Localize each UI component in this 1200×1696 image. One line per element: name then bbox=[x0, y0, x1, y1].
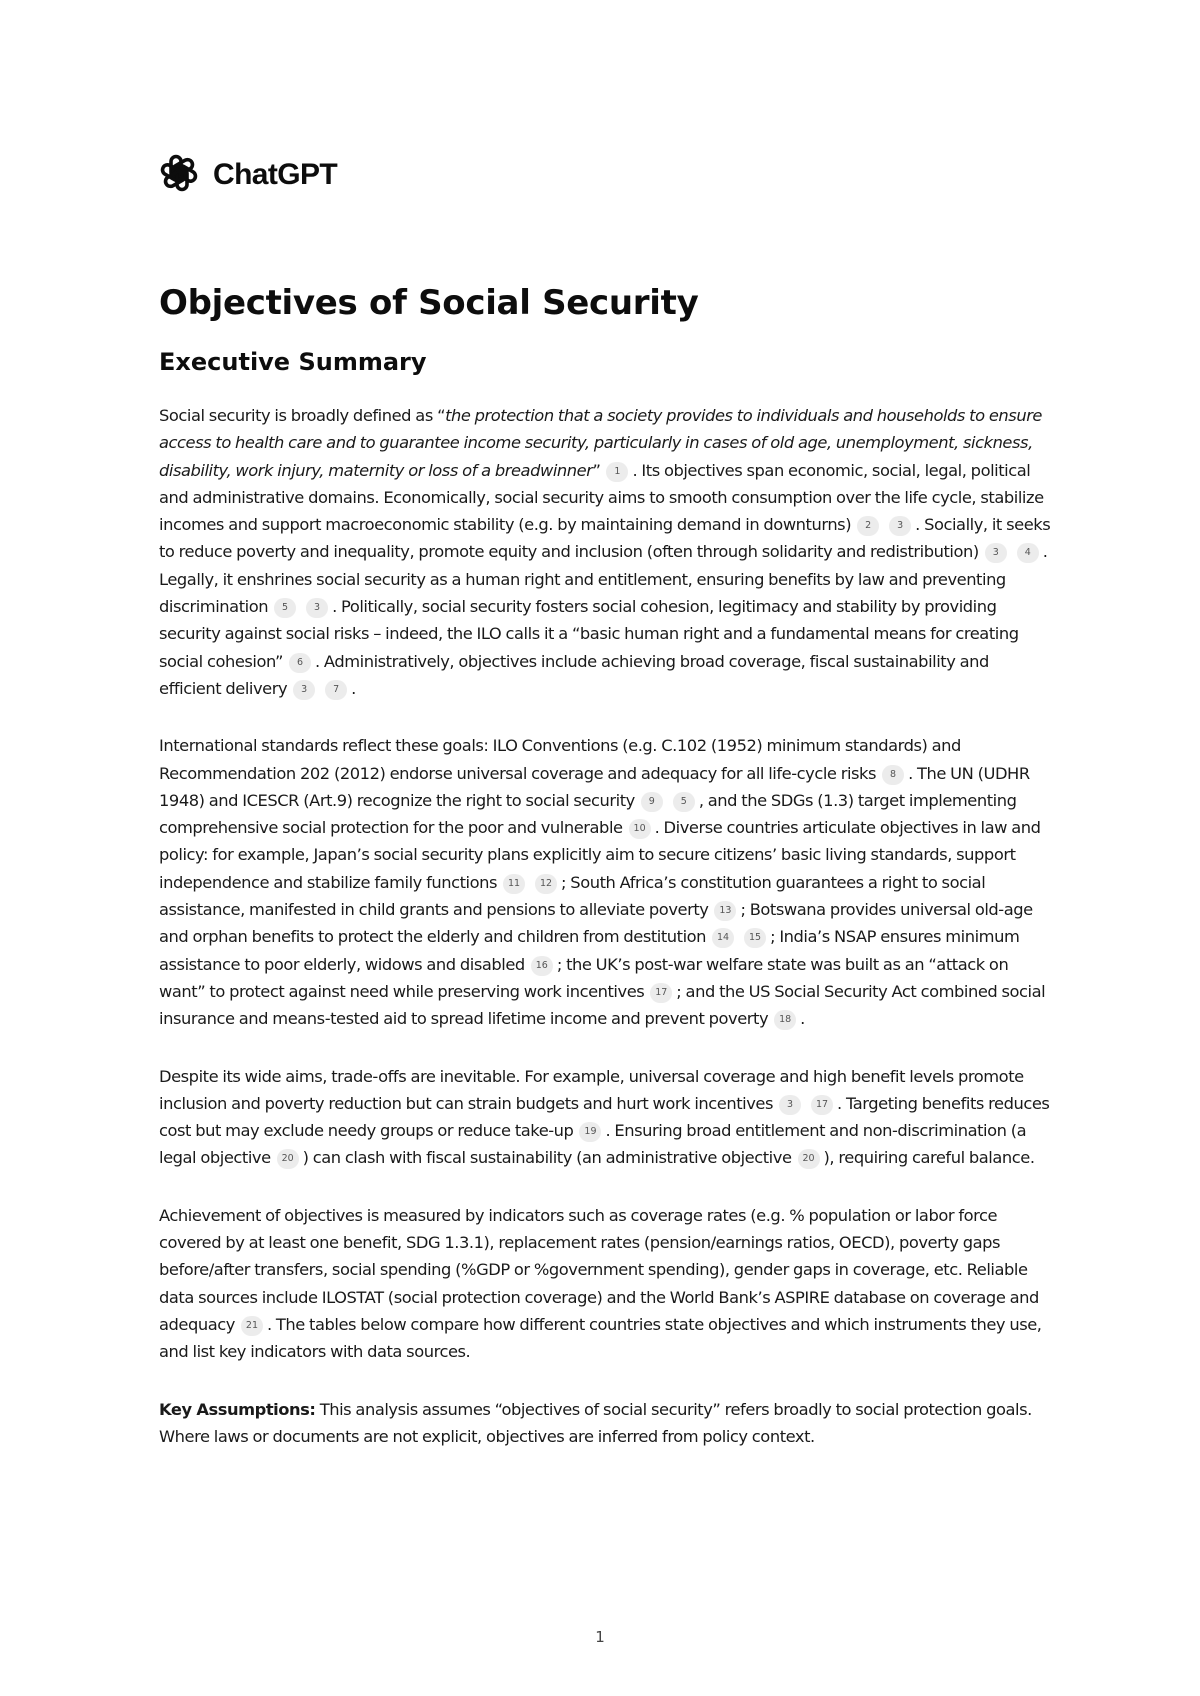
text-run: . bbox=[351, 678, 356, 698]
document-title: Objectives of Social Security bbox=[159, 283, 699, 323]
citation-badge[interactable]: 15 bbox=[744, 928, 766, 948]
brand-name: ChatGPT bbox=[213, 158, 338, 191]
text-run: . bbox=[800, 1009, 805, 1029]
citation-badge[interactable]: 18 bbox=[774, 1010, 796, 1030]
page-number: 1 bbox=[595, 1628, 605, 1646]
citation-badge[interactable]: 3 bbox=[779, 1095, 801, 1115]
citation-badge[interactable]: 5 bbox=[673, 792, 695, 812]
citation-badge[interactable]: 20 bbox=[798, 1149, 820, 1169]
citation-badge[interactable]: 20 bbox=[277, 1149, 299, 1169]
text-run: Social security is broadly defined as “ bbox=[159, 406, 446, 425]
citation-badge[interactable]: 2 bbox=[857, 516, 879, 536]
citation-badge[interactable]: 9 bbox=[641, 792, 663, 812]
text-run: ; Botswana provides universal old-age and orphan benefits to protect the elderly and children from destitution bbox=[159, 900, 1033, 947]
text-run: International standards reflect these goals: ILO Conventions (e.g. C.102 (1952) minimum standards) and Recommendation 202 (2012) endorse universal coverage and adequacy for all life-cycle risks bbox=[159, 736, 961, 783]
text-run: . Politically, social security fosters social cohesion, legitimacy and stability by providing security against social risks – indeed, the ILO calls it a “basic human right and a fundamental means for creating social cohesion” bbox=[159, 597, 1019, 671]
body-text bbox=[159, 402, 1054, 1450]
text-run: . The tables below compare how different countries state objectives and which instruments they use, and list key indicators with data sources. bbox=[159, 1314, 1042, 1362]
text-run: ) can clash with fiscal sustainability (an administrative objective bbox=[302, 1148, 792, 1168]
citation-badge[interactable]: 11 bbox=[503, 874, 525, 894]
citation-badge[interactable]: 10 bbox=[629, 819, 651, 839]
text-run: . Targeting benefits reduces cost but may exclude needy groups or reduce take-up bbox=[159, 1093, 1050, 1141]
citation-badge[interactable]: 3 bbox=[293, 680, 315, 700]
text-run: This analysis assumes “objectives of social security” refers broadly to social protection goals. Where laws or documents are not explicit, objectives are inferred from policy context. bbox=[159, 1399, 1032, 1446]
citation-badge[interactable]: 19 bbox=[579, 1122, 601, 1142]
section-heading: Executive Summary bbox=[159, 348, 427, 376]
citation-badge[interactable]: 5 bbox=[274, 598, 296, 618]
body-paragraph bbox=[159, 1202, 1054, 1366]
citation-badge[interactable]: 3 bbox=[985, 543, 1007, 563]
citation-badge[interactable]: 4 bbox=[1017, 543, 1039, 563]
text-run: . Administratively, objectives include achieving broad coverage, fiscal sustainability and efficient delivery bbox=[159, 651, 989, 698]
text-run: , and the SDGs (1.3) target implementing comprehensive social protection for the poor and vulnerable bbox=[159, 790, 1017, 838]
text-run: Achievement of objectives is measured by indicators such as coverage rates (e.g. % population or labor force covered by at least one benefit, SDG 1.3.1), replacement rates (pension/earnings ratios, OECD), poverty gaps before/after transfers, social spending (%GDP or %government spending), gender gaps in coverage, etc. Reliable data sources include ILOSTAT (social protection coverage) and the World Bank’s ASPIRE database on coverage and adequacy bbox=[159, 1205, 1039, 1334]
body-paragraph bbox=[159, 1396, 1054, 1451]
citation-badge[interactable]: 7 bbox=[325, 680, 347, 700]
citation-badge[interactable]: 3 bbox=[306, 598, 328, 618]
text-run: ; and the US Social Security Act combined social insurance and means-tested aid to spread lifetime income and prevent poverty bbox=[159, 981, 1046, 1029]
text-run: . Socially, it seeks to reduce poverty and inequality, promote equity and inclusion (often through solidarity and redistribution) bbox=[159, 515, 1051, 562]
citation-badge[interactable]: 14 bbox=[712, 928, 734, 948]
text-run: ; South Africa’s constitution guarantees a right to social assistance, manifested in child grants and pensions to alleviate poverty bbox=[159, 872, 986, 920]
citation-badge[interactable]: 17 bbox=[811, 1095, 833, 1115]
document-page bbox=[159, 150, 1054, 1450]
citation-badge[interactable]: 1 bbox=[606, 462, 628, 482]
body-paragraph bbox=[159, 402, 1054, 702]
citation-badge[interactable]: 12 bbox=[535, 874, 557, 894]
text-run: . Ensuring broad entitlement and non-discrimination (a legal objective bbox=[159, 1121, 1027, 1168]
text-run: ; the UK’s post-war welfare state was built as an “attack on want” to protect against need while preserving work incentives bbox=[159, 954, 1009, 1001]
text-run: . Legally, it enshrines social security as a human right and entitlement, ensuring benefits by law and preventing discrimination bbox=[159, 542, 1048, 617]
citation-badge[interactable]: 17 bbox=[650, 983, 672, 1003]
openai-logo-icon bbox=[159, 153, 199, 197]
body-paragraph bbox=[159, 1063, 1054, 1172]
text-run: . Diverse countries articulate objectives in law and policy: for example, Japan’s social security plans explicitly aim to secure citizens’ basic living standards, support independence and stabilize family functions bbox=[159, 818, 1041, 892]
text-run: Despite its wide aims, trade-offs are inevitable. For example, universal coverage and high benefit levels promote inclusion and poverty reduction but can strain budgets and hurt work incentives bbox=[159, 1066, 1024, 1113]
citation-badge[interactable]: 8 bbox=[882, 765, 904, 785]
citation-badge[interactable]: 6 bbox=[289, 653, 311, 673]
brand-header bbox=[159, 150, 1054, 200]
citation-badge[interactable]: 3 bbox=[889, 516, 911, 536]
citation-badge[interactable]: 21 bbox=[241, 1316, 263, 1336]
text-run: . The UN (UDHR 1948) and ICESCR (Art.9) recognize the right to social security bbox=[159, 763, 1030, 810]
bold-label: Key Assumptions: bbox=[159, 1399, 316, 1419]
citation-badge[interactable]: 16 bbox=[531, 956, 553, 976]
citation-badge[interactable]: 13 bbox=[714, 901, 736, 921]
quoted-definition: the protection that a society provides to individuals and households to ensure access to health care and to guarantee income security, particularly in cases of old age, unemployment, sickness, disability, work injury, maternity or loss of a breadwinner bbox=[159, 406, 1042, 480]
body-paragraph bbox=[159, 732, 1054, 1032]
text-run: ” bbox=[592, 460, 601, 480]
text-run: ; India’s NSAP ensures minimum assistance to poor elderly, widows and disabled bbox=[159, 927, 1020, 974]
text-run: ), requiring careful balance. bbox=[823, 1148, 1035, 1168]
text-run: . Its objectives span economic, social, legal, political and administrative domains. Economically, social security aims to smooth consumption over the life cycle, stabilize incomes and support macroeconomic stability (e.g. by maintaining demand in downturns) bbox=[159, 460, 1044, 535]
